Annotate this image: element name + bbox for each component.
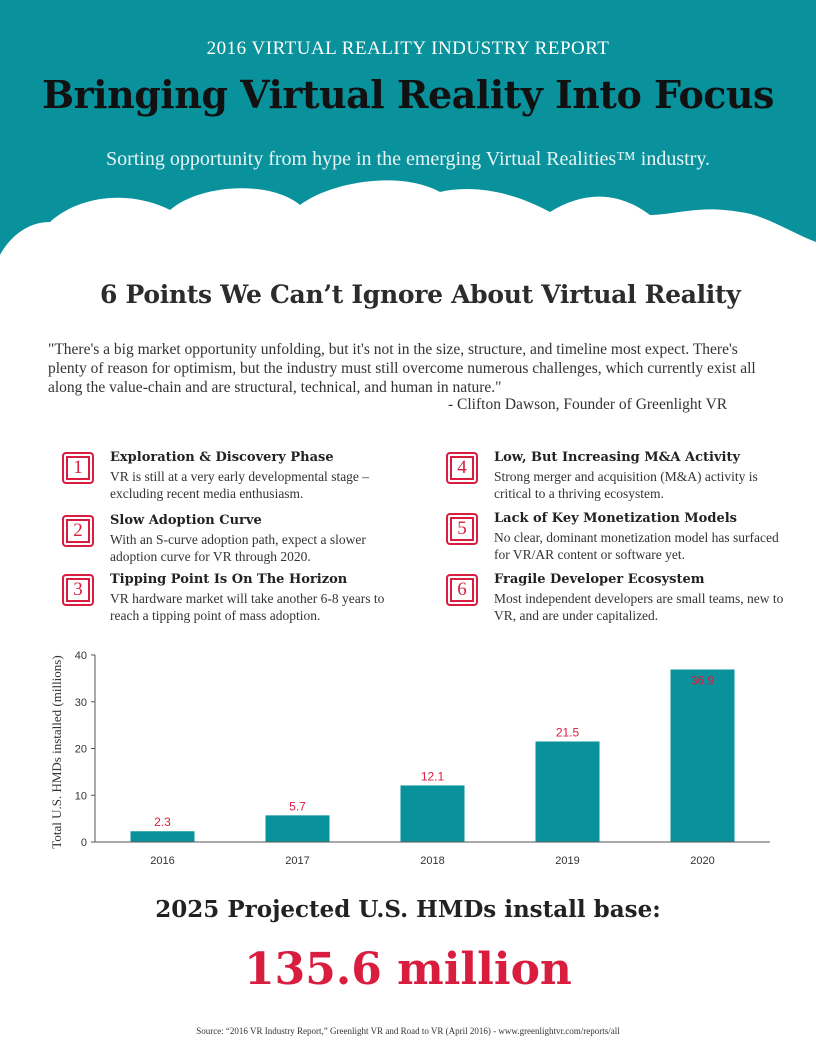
source-citation: Source: “2016 VR Industry Report,” Greenlight VR and Road to VR (April 2016) - www.greenlightvr.com/reports/all — [196, 1026, 620, 1036]
point-description: VR is still at a very early developmental stage – excluding recent media enthusiasm. — [110, 469, 370, 501]
x-tick-label-2017: 2017 — [285, 855, 310, 867]
point-description: Most independent developers are small teams, new to VR, and are under capitalized. — [494, 591, 784, 623]
quote-author: - Clifton Dawson, Founder of Greenlight VR — [448, 396, 728, 413]
bar-2018 — [401, 785, 465, 842]
point-number-badge: 1 — [62, 452, 94, 484]
y-axis-label: Total U.S. HMDs installed (millions) — [49, 655, 64, 849]
data-label-2018: 12.1 — [420, 769, 445, 784]
y-tick-label: 10 — [74, 790, 87, 803]
y-tick-label: 40 — [74, 650, 87, 662]
point-title: Slow Adoption Curve — [110, 513, 262, 528]
section-title: 6 Points We Can’t Ignore About Virtual Reality — [100, 280, 741, 309]
x-tick-label-2020: 2020 — [690, 855, 715, 867]
page-title: Bringing Virtual Reality Into Focus — [42, 72, 774, 117]
hmd-install-chart — [40, 640, 780, 872]
point-description: VR hardware market will take another 6-8 years to reach a tipping point of mass adoption. — [110, 591, 385, 623]
x-tick-label-2016: 2016 — [150, 855, 175, 867]
y-tick-label: 20 — [74, 743, 87, 756]
bar-2020 — [671, 669, 735, 842]
x-tick-label-2019: 2019 — [555, 855, 580, 867]
y-tick-label: 30 — [74, 696, 87, 709]
point-title: Low, But Increasing M&A Activity — [494, 450, 741, 465]
page-subtitle: Sorting opportunity from hype in the emerging Virtual Realities™ industry. — [105, 148, 711, 170]
point-description: No clear, dominant monetization model has surfaced for VR/AR content or software yet. — [494, 530, 779, 562]
x-tick-label-2018: 2018 — [420, 855, 445, 867]
point-title: Fragile Developer Ecosystem — [494, 572, 705, 587]
point-description: With an S-curve adoption path, expect a slower adoption curve for VR through 2020. — [110, 532, 366, 564]
data-label-2019: 21.5 — [555, 725, 580, 740]
point-number-badge: 5 — [446, 513, 478, 545]
y-tick-label: 0 — [80, 837, 87, 849]
bar-2017 — [266, 815, 330, 842]
quote-text: "There's a big market opportunity unfolding, but it's not in the size, structure, and timeline most expect. There's plenty of reason for optimism, but the industry must still overcome numerous challenges, which currently exist all along the value-chain and are structural, technical, and human in nature." — [48, 341, 756, 396]
point-number-badge: 6 — [446, 574, 478, 606]
report-kicker: 2016 VIRTUAL REALITY INDUSTRY REPORT — [206, 38, 610, 59]
point-number-badge: 3 — [62, 574, 94, 606]
data-label-2020: 36.9 — [690, 673, 715, 688]
projection-value: 135.6 million — [244, 944, 572, 995]
bar-2016 — [131, 831, 195, 842]
point-number-badge: 2 — [62, 515, 94, 547]
point-title: Exploration & Discovery Phase — [110, 450, 334, 465]
point-description: Strong merger and acquisition (M&A) activity is critical to a thriving ecosystem. — [494, 469, 758, 501]
point-title: Lack of Key Monetization Models — [494, 511, 737, 526]
bar-2019 — [536, 741, 600, 842]
data-label-2016: 2.3 — [154, 815, 171, 830]
data-label-2017: 5.7 — [289, 799, 306, 814]
projection-label: 2025 Projected U.S. HMDs install base: — [155, 896, 661, 923]
point-number-badge: 4 — [446, 452, 478, 484]
point-title: Tipping Point Is On The Horizon — [110, 572, 348, 587]
